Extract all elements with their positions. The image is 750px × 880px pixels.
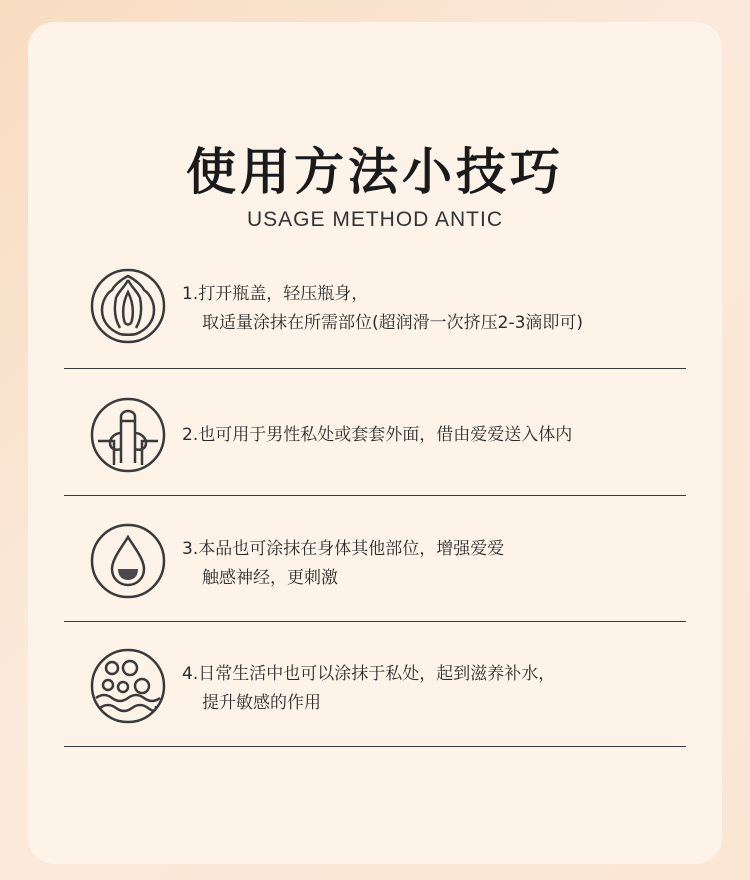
divider — [64, 368, 686, 369]
step-line-1: 3.本品也可涂抹在身体其他部位，增强爱爱 — [182, 539, 505, 559]
male-silhouette-icon — [90, 397, 166, 473]
step-item — [64, 523, 686, 599]
step-item — [64, 268, 686, 344]
step-item — [64, 648, 686, 724]
divider — [64, 495, 686, 496]
step-line-1: 2.也可用于男性私处或套套外面，借由爱爱送入体内 — [182, 425, 573, 445]
bubbles-icon — [90, 648, 166, 724]
step-line-2: 取适量涂抹在所需部位(超润滑一次挤压2-3滴即可) — [202, 313, 584, 333]
step-text — [182, 280, 583, 338]
page-subtitle: USAGE METHOD ANTIC — [246, 208, 504, 231]
droplet-icon — [90, 523, 166, 599]
step-line-2: 提升敏感的作用 — [202, 693, 321, 713]
step-text — [182, 421, 572, 450]
step-line-1: 4.日常生活中也可以涂抹于私处，起到滋养补水， — [182, 664, 556, 684]
female-silhouette-icon — [90, 268, 166, 344]
step-text — [182, 660, 555, 718]
page-title: 使用方法小技巧 — [186, 143, 564, 201]
step-text — [182, 535, 504, 593]
step-line-1: 1.打开瓶盖，轻压瓶身， — [182, 284, 369, 304]
step-line-2: 触感神经，更刺激 — [202, 568, 338, 588]
step-item — [64, 397, 686, 473]
divider — [64, 621, 686, 622]
divider — [64, 746, 686, 747]
